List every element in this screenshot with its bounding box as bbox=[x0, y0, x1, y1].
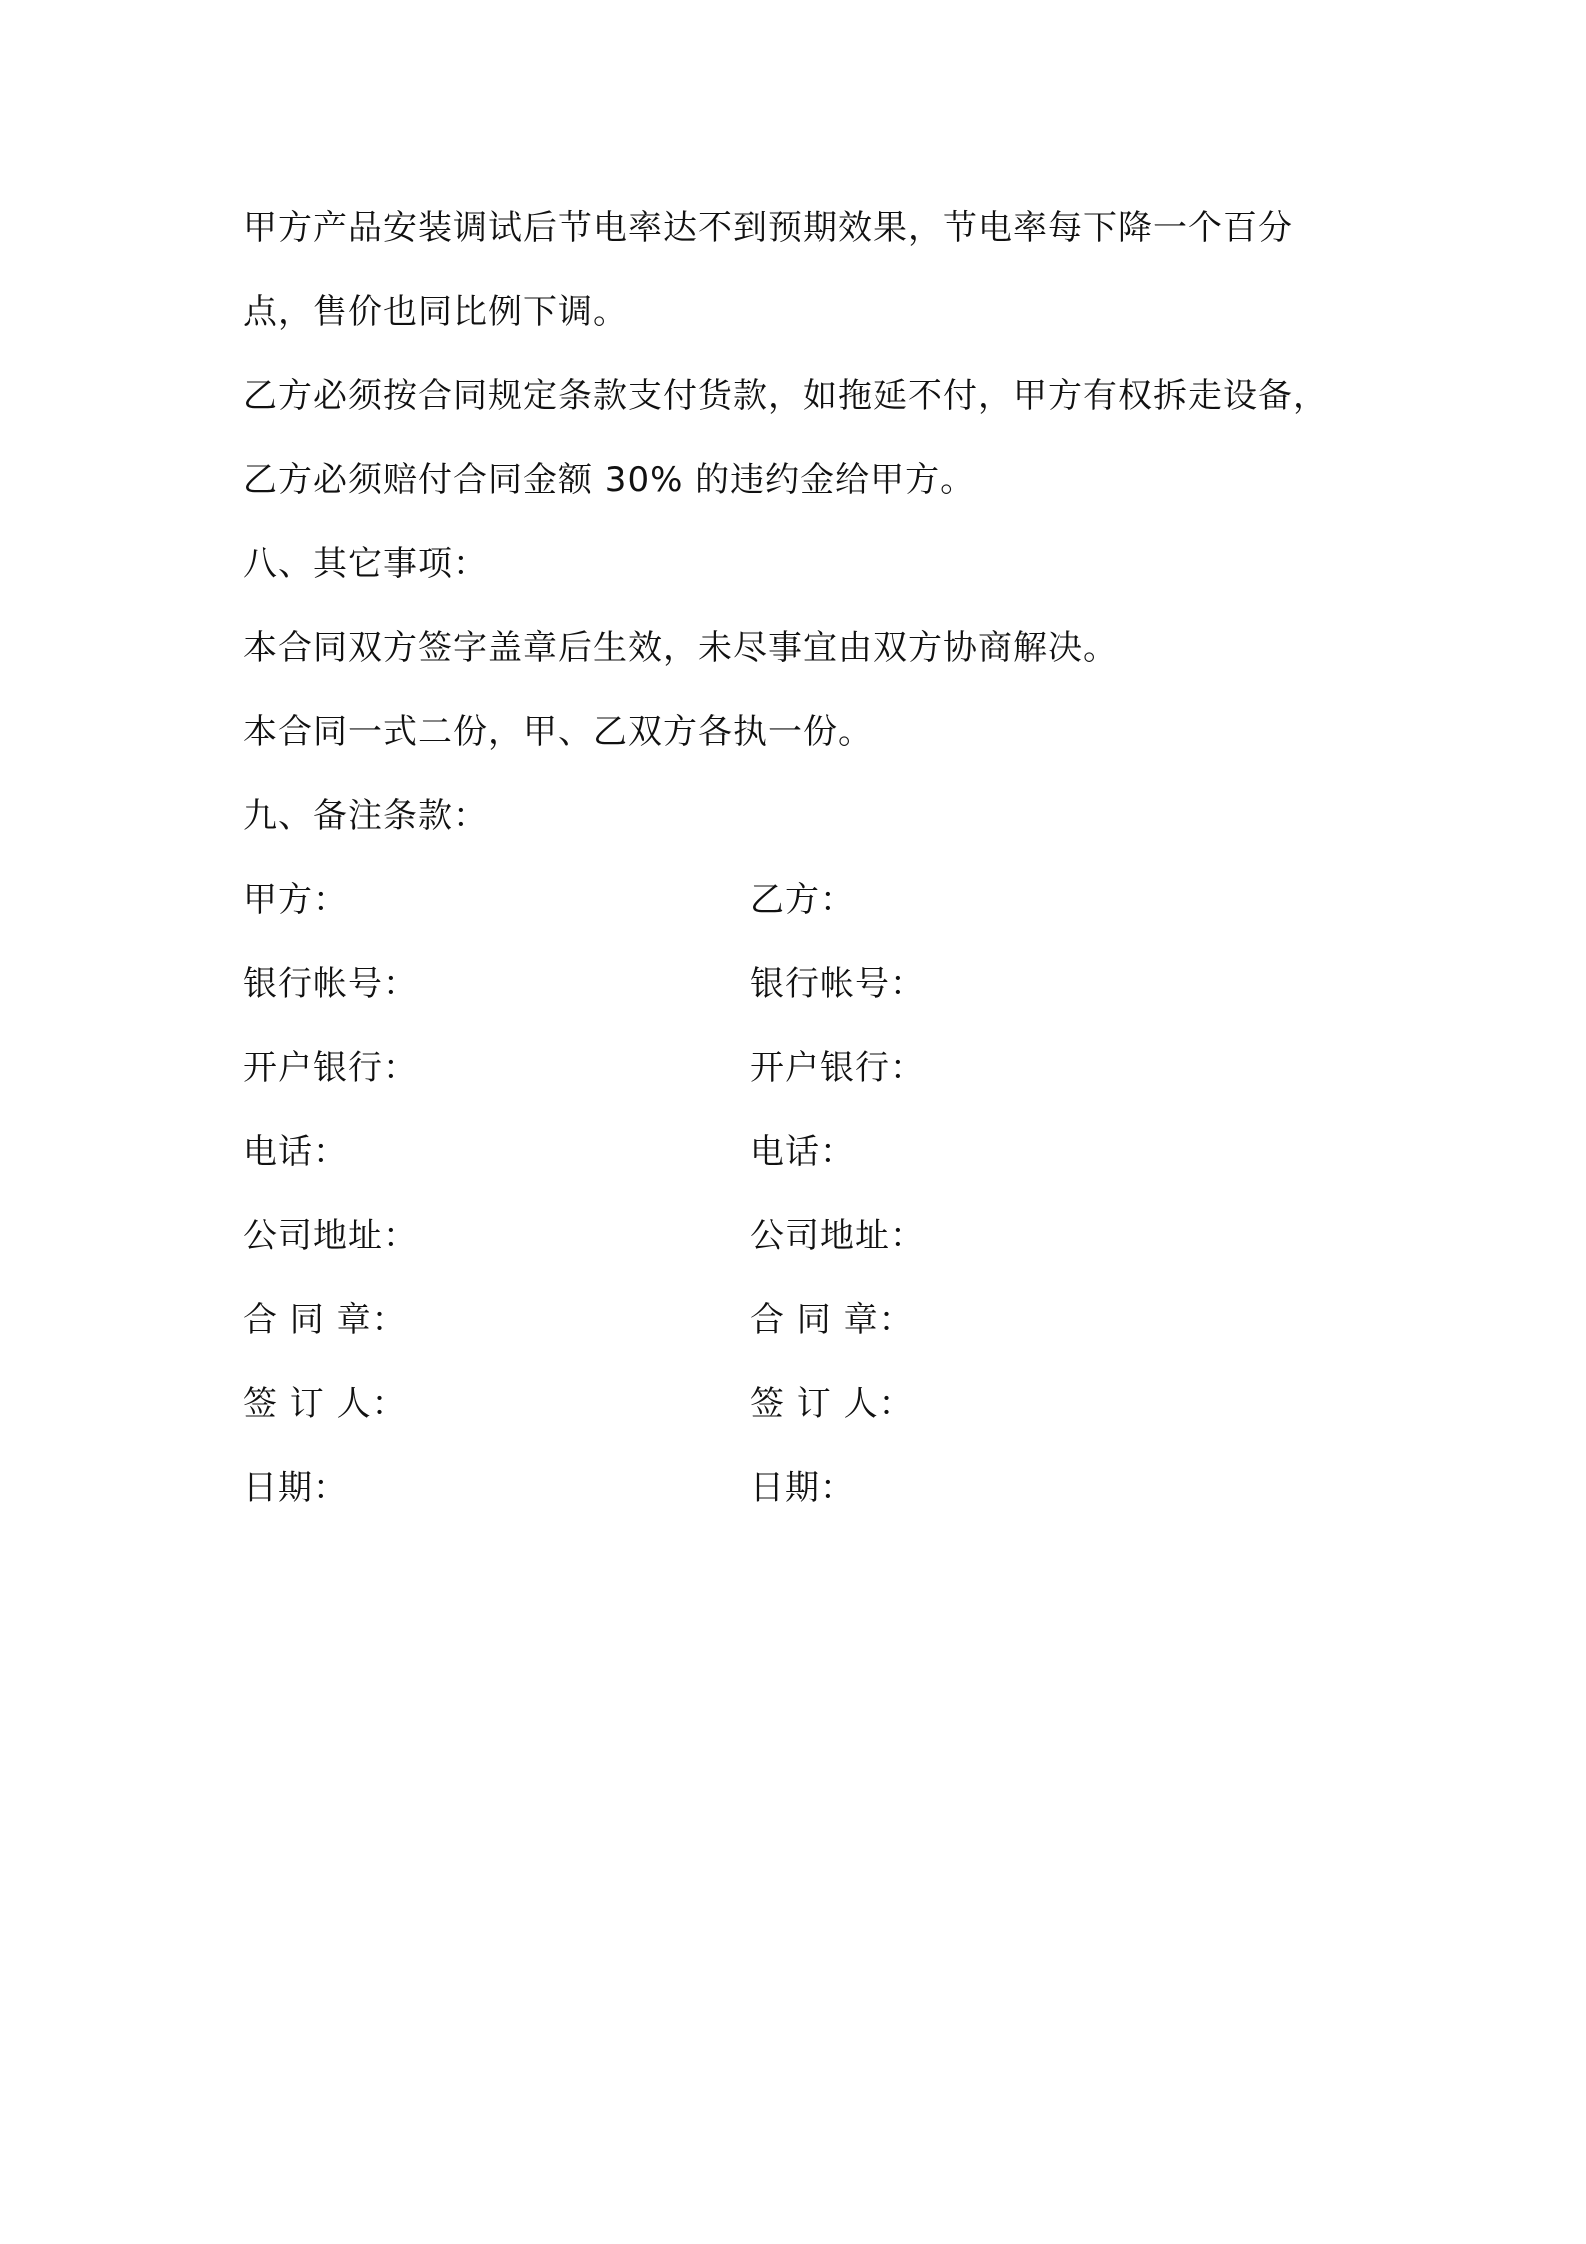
party-b-label: 乙方： bbox=[750, 880, 855, 920]
party-b-seal: 合 同 章： bbox=[750, 1300, 914, 1340]
party-a-address: 公司地址： bbox=[243, 1216, 418, 1256]
party-a-seal: 合 同 章： bbox=[243, 1300, 407, 1340]
party-b-signatory: 签 订 人： bbox=[750, 1384, 914, 1424]
party-b-bank-account: 银行帐号： bbox=[750, 964, 925, 1004]
party-b-date: 日期： bbox=[750, 1468, 855, 1508]
party-a-bank-name: 开户银行： bbox=[243, 1048, 418, 1088]
party-b-phone: 电话： bbox=[750, 1132, 855, 1172]
party-a-bank-account: 银行帐号： bbox=[243, 964, 418, 1004]
clause-text: 甲方产品安装调试后节电率达不到预期效果，节电率每下降一个百分 bbox=[243, 208, 1293, 248]
party-a-signatory: 签 订 人： bbox=[243, 1384, 407, 1424]
section-heading-other-matters: 八、其它事项： bbox=[243, 544, 488, 584]
party-b-bank-name: 开户银行： bbox=[750, 1048, 925, 1088]
clause-text: 点，售价也同比例下调。 bbox=[243, 292, 628, 332]
clause-text: 乙方必须按合同规定条款支付货款，如拖延不付，甲方有权拆走设备， bbox=[243, 376, 1328, 416]
clause-text: 本合同一式二份，甲、乙双方各执一份。 bbox=[243, 712, 873, 752]
party-a-label: 甲方： bbox=[243, 880, 348, 920]
clause-text: 本合同双方签字盖章后生效，未尽事宜由双方协商解决。 bbox=[243, 628, 1118, 668]
clause-text: 乙方必须赔付合同金额 30% 的违约金给甲方。 bbox=[243, 460, 976, 500]
party-a-phone: 电话： bbox=[243, 1132, 348, 1172]
party-b-address: 公司地址： bbox=[750, 1216, 925, 1256]
party-a-date: 日期： bbox=[243, 1468, 348, 1508]
section-heading-remarks: 九、备注条款： bbox=[243, 796, 488, 836]
